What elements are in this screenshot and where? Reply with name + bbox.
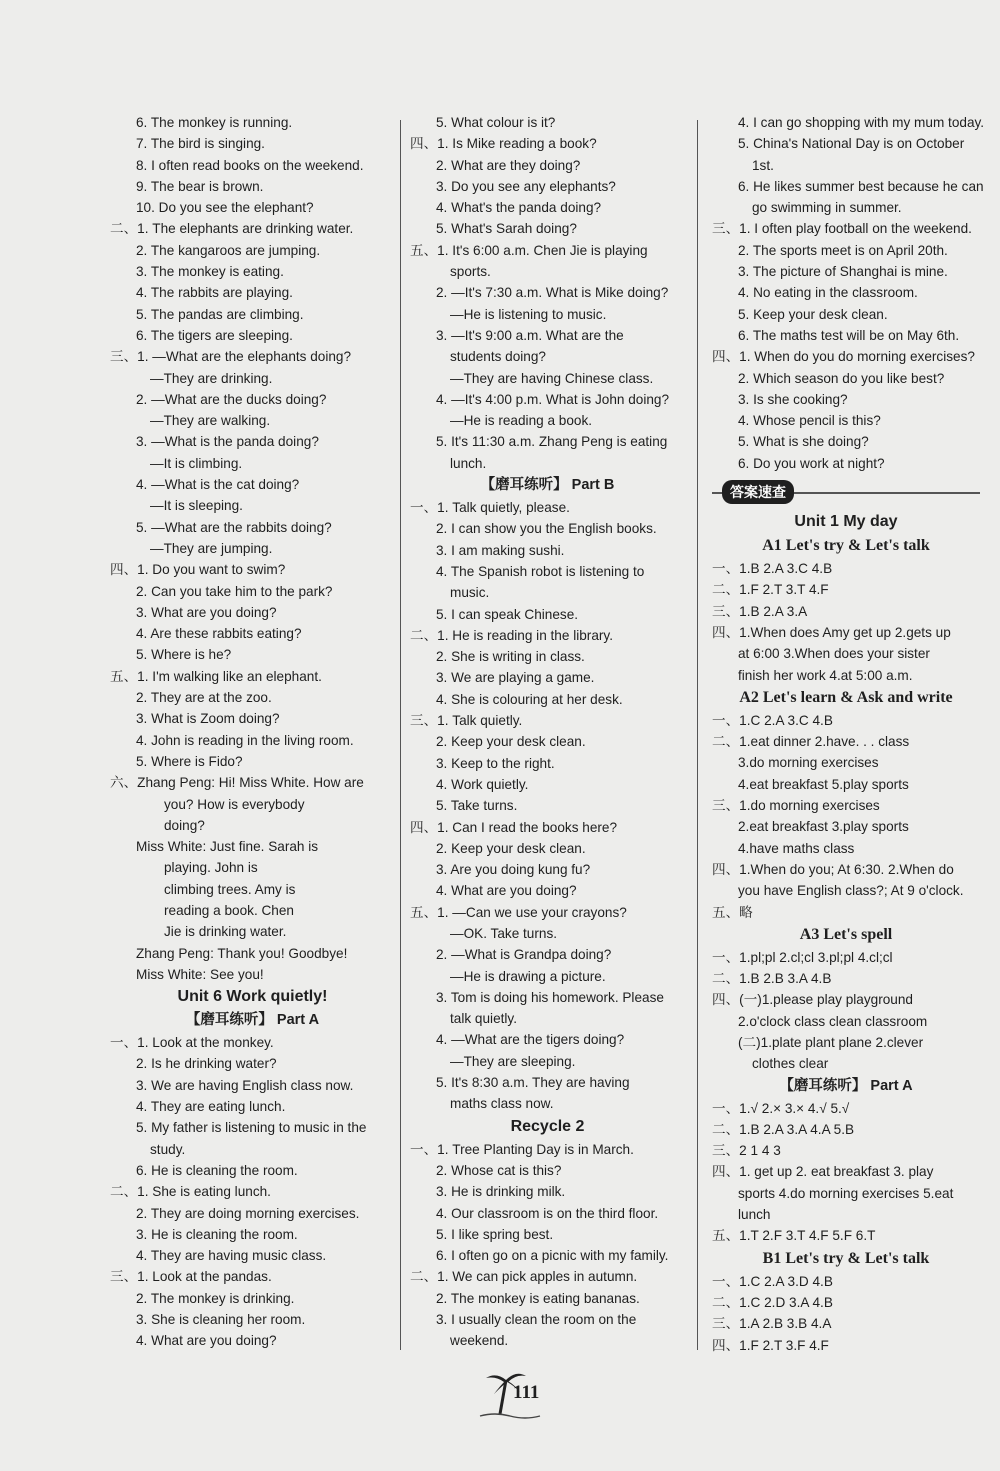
section-heading: A2 Let's learn & Ask and write	[739, 688, 953, 706]
answer-line: clothes clear	[752, 1056, 829, 1072]
answer-line: 4. Our classroom is on the third floor.	[436, 1205, 659, 1221]
answer-line: 2.eat breakfast 3.play sports	[738, 819, 909, 835]
answer-line: 3. He is cleaning the room.	[136, 1226, 298, 1242]
answer-line: 4. The Spanish robot is listening to	[436, 563, 645, 579]
answer-line: 2. The monkey is eating bananas.	[436, 1290, 640, 1306]
answer-line: 3. She is cleaning her room.	[136, 1312, 306, 1328]
answer-line: you have English class?; At 9 o'clock.	[738, 883, 964, 899]
answer-column-3	[712, 112, 985, 1356]
answer-line: 3. Tom is doing his homework. Please	[436, 989, 664, 1005]
answer-line: 3. I am making sushi.	[436, 542, 565, 558]
answer-column-3-top	[712, 112, 985, 474]
section-heading: A1 Let's try & Let's talk	[762, 537, 930, 555]
answer-line: 2. —What is Grandpa doing?	[436, 947, 612, 963]
answer-line: 4. I can go shopping with my mum today.	[738, 115, 985, 130]
answer-line: 6. The tigers are sleeping.	[136, 327, 293, 343]
section-heading: Unit 1 My day	[794, 513, 898, 531]
answer-line: —They are having Chinese class.	[450, 370, 654, 386]
column-divider	[697, 120, 698, 1350]
answer-line: —It is climbing.	[150, 455, 243, 471]
answer-line: 5. Take turns.	[436, 798, 518, 814]
answer-line: 二、1. We can pick apples in autumn.	[410, 1269, 638, 1285]
answer-line: 五、1. It's 6:00 a.m. Chen Jie is playing	[410, 242, 648, 258]
answer-line: 2. Is he drinking water?	[136, 1056, 277, 1072]
answer-line: 5. Keep your desk clean.	[738, 306, 888, 322]
answer-line: 5. It's 11:30 a.m. Zhang Peng is eating	[436, 434, 668, 450]
answer-line: 五、1.T 2.F 3.T 4.F 5.F 6.T	[712, 1228, 876, 1244]
answer-line: 2. They are at the zoo.	[136, 690, 272, 706]
answer-line: 三、1.do morning exercises	[712, 798, 880, 814]
answer-line: —OK. Take turns.	[450, 925, 558, 941]
answer-line: 4. She is colouring at her desk.	[436, 691, 623, 707]
answer-line: sports.	[450, 264, 491, 280]
answer-line: 6. The maths test will be on May 6th.	[738, 327, 960, 343]
answer-line: 4. What's the panda doing?	[436, 200, 602, 216]
answer-line: lunch	[738, 1207, 771, 1223]
answer-line: 四、(一)1.please play playground	[712, 992, 913, 1008]
answer-line: 五、略	[712, 904, 753, 920]
answer-line: Miss White: Just fine. Sarah is	[136, 839, 319, 855]
answer-line: Jie is drinking water.	[164, 924, 287, 940]
answer-line: 2.o'clock class clean classroom	[738, 1013, 928, 1029]
answer-line: —They are walking.	[150, 413, 271, 429]
answer-line: 3. Are you doing kung fu?	[436, 862, 591, 878]
answer-line: 3. Do you see any elephants?	[436, 178, 616, 194]
answer-line: 1st.	[752, 157, 774, 173]
answer-line: 5. The pandas are climbing.	[136, 306, 304, 322]
answer-line: 5. What's Sarah doing?	[436, 221, 577, 237]
answer-column-3-bottom	[712, 510, 980, 1356]
answer-line: study.	[150, 1141, 186, 1157]
answer-line: 一、1.√ 2.× 3.× 4.√ 5.√	[712, 1100, 850, 1116]
section-heading: A3 Let's spell	[799, 925, 893, 943]
answer-line: 5. I like spring best.	[436, 1226, 554, 1242]
answer-key-label: 答案速查	[722, 480, 794, 504]
answer-line: 6. He likes summer best because he can	[738, 178, 984, 194]
answer-line: at 6:00 3.When does your sister	[738, 646, 930, 662]
answer-line: 2. —What are the ducks doing?	[136, 391, 327, 407]
answer-line: maths class now.	[450, 1096, 554, 1112]
answer-line: 三、1. I often play football on the weekend.	[712, 221, 972, 237]
answer-line: 6. He is cleaning the room.	[136, 1162, 298, 1178]
answer-line: 2. What are they doing?	[436, 157, 581, 173]
answer-line: 3. He is drinking milk.	[436, 1184, 566, 1200]
answer-line: 5. Where is he?	[136, 647, 232, 663]
answer-line: 2. Keep your desk clean.	[436, 840, 586, 856]
answer-line: 二、1.B 2.A 3.A 4.A 5.B	[712, 1121, 855, 1137]
answer-line: 2. The kangaroos are jumping.	[136, 242, 321, 258]
answer-line: 3. Is she cooking?	[738, 391, 848, 407]
answer-line: doing?	[164, 817, 205, 833]
answer-line: climbing trees. Amy is	[164, 881, 296, 897]
answer-line: 4.eat breakfast 5.play sports	[738, 776, 909, 792]
answer-line: 7. The bird is singing.	[136, 136, 265, 152]
answer-line: 四、1. When do you do morning exercises?	[712, 349, 975, 365]
column-divider	[400, 120, 401, 1350]
answer-line: —They are drinking.	[150, 370, 273, 386]
answer-column-2	[410, 112, 685, 1352]
answer-line: 2. Keep your desk clean.	[436, 734, 586, 750]
answer-line: 二、1.F 2.T 3.T 4.F	[712, 582, 829, 598]
answer-line: 四、1. Do you want to swim?	[110, 562, 286, 578]
answer-line: 3. —It's 9:00 a.m. What are the	[436, 327, 624, 343]
answer-line: 2. The sports meet is on April 20th.	[738, 242, 948, 258]
answer-line: 4. Are these rabbits eating?	[136, 626, 302, 642]
answer-line: 4.have maths class	[738, 840, 855, 856]
answer-line: 一、1.C 2.A 3.C 4.B	[712, 712, 833, 728]
answer-line: 五、1. I'm walking like an elephant.	[110, 668, 322, 684]
answer-line: 二、1.eat dinner 2.have. . . class	[712, 734, 910, 750]
answer-line: 3. What is Zoom doing?	[136, 711, 280, 727]
answer-key-banner	[712, 478, 980, 508]
answer-line: 6. The monkey is running.	[136, 115, 293, 130]
answer-line: —He is drawing a picture.	[450, 968, 606, 984]
answer-line: 二、1.C 2.D 3.A 4.B	[712, 1294, 833, 1310]
section-heading: 【磨耳练听】 Part B	[480, 477, 615, 494]
section-heading: 【磨耳练听】 Part A	[185, 1012, 320, 1029]
answer-line: finish her work 4.at 5:00 a.m.	[738, 667, 913, 683]
answer-line: 四、1.When do you; At 6:30. 2.When do	[712, 861, 954, 877]
answer-line: 3. The picture of Shanghai is mine.	[738, 264, 948, 280]
answer-line: 8. I often read books on the weekend.	[136, 157, 364, 173]
section-heading: Unit 6 Work quietly!	[177, 988, 328, 1006]
answer-line: 3. The monkey is eating.	[136, 264, 284, 280]
answer-line: 6. I often go on a picnic with my family.	[436, 1248, 669, 1264]
answer-line: 2. They are doing morning exercises.	[136, 1205, 360, 1221]
answer-line: 4. No eating in the classroom.	[738, 285, 918, 301]
answer-line: 4. What are you doing?	[136, 1333, 277, 1349]
answer-line: 六、Zhang Peng: Hi! Miss White. How are	[110, 775, 364, 791]
answer-line: 2. Whose cat is this?	[436, 1162, 562, 1178]
answer-line: 一、1. Talk quietly, please.	[410, 500, 570, 516]
answer-line: —He is listening to music.	[450, 306, 607, 322]
answer-line: 二、1. The elephants are drinking water.	[110, 221, 354, 237]
answer-line: 4. John is reading in the living room.	[136, 732, 354, 748]
answer-line: 五、1. —Can we use your crayons?	[410, 904, 627, 920]
answer-line: (二)1.plate plant plane 2.clever	[738, 1034, 924, 1050]
answer-line: 一、1.C 2.A 3.D 4.B	[712, 1273, 833, 1289]
answer-line: 一、1.pl;pl 2.cl;cl 3.pl;pl 4.cl;cl	[712, 949, 893, 965]
answer-line: 2. —It's 7:30 a.m. What is Mike doing?	[436, 285, 669, 301]
answer-line: —They are jumping.	[150, 540, 273, 556]
answer-line: 4. —It's 4:00 p.m. What is John doing?	[436, 391, 670, 407]
answer-line: 二、1.B 2.B 3.A 4.B	[712, 971, 832, 987]
answer-line: —He is reading a book.	[450, 413, 593, 429]
page-number: 111	[513, 1382, 540, 1403]
answer-line: playing. John is	[164, 860, 258, 876]
answer-line: 一、1. Look at the monkey.	[110, 1035, 274, 1051]
answer-line: 3. I usually clean the room on the	[436, 1312, 637, 1328]
answer-line: 3. Keep to the right.	[436, 755, 555, 771]
answer-line: 5. My father is listening to music in the	[136, 1120, 367, 1136]
answer-line: 3. We are having English class now.	[136, 1077, 354, 1093]
answer-line: 二、1. She is eating lunch.	[110, 1184, 271, 1200]
answer-column-1	[110, 112, 395, 1352]
answer-line: 3. —What is the panda doing?	[136, 434, 319, 450]
answer-line: 四、1.When does Amy get up 2.gets up	[712, 624, 951, 640]
answer-line: 四、1. Is Mike reading a book?	[410, 136, 597, 152]
section-heading: 【磨耳练听】 Part A	[779, 1077, 913, 1094]
answer-line: 一、1.B 2.A 3.C 4.B	[712, 561, 833, 577]
answer-line: 2. Can you take him to the park?	[136, 583, 333, 599]
answer-line: talk quietly.	[450, 1011, 517, 1027]
section-heading: B1 Let's try & Let's talk	[762, 1249, 930, 1267]
answer-line: music.	[450, 585, 490, 601]
answer-line: reading a book. Chen	[164, 902, 294, 918]
answer-line: 5. China's National Day is on October	[738, 136, 965, 152]
answer-line: 三、1.B 2.A 3.A	[712, 603, 808, 619]
answer-line: 10. Do you see the elephant?	[136, 200, 314, 216]
answer-line: 2. The monkey is drinking.	[136, 1290, 295, 1306]
answer-line: 三、1. Talk quietly.	[410, 713, 523, 729]
answer-line: 9. The bear is brown.	[136, 178, 264, 194]
answer-line: 5. —What are the rabbits doing?	[136, 519, 332, 535]
answer-line: 四、1.F 2.T 3.F 4.F	[712, 1337, 829, 1353]
answer-line: 5. What is she doing?	[738, 434, 869, 450]
answer-line: 3. What are you doing?	[136, 604, 277, 620]
answer-line: 三、1.A 2.B 3.B 4.A	[712, 1316, 832, 1332]
answer-line: 4. They are eating lunch.	[136, 1099, 286, 1115]
answer-line: 一、1. Tree Planting Day is in March.	[410, 1141, 634, 1157]
answer-line: 二、1. He is reading in the library.	[410, 627, 613, 643]
answer-line: go swimming in summer.	[752, 200, 902, 216]
answer-line: weekend.	[450, 1333, 509, 1349]
answer-line: 4. —What are the tigers doing?	[436, 1032, 625, 1048]
answer-line: 5. Where is Fido?	[136, 753, 243, 769]
answer-line: 三、2 1 4 3	[712, 1143, 781, 1159]
answer-line: 4. Work quietly.	[436, 776, 529, 792]
answer-line: lunch.	[450, 455, 487, 471]
answer-line: 2. I can show you the English books.	[436, 521, 657, 537]
answer-line: 2. Which season do you like best?	[738, 370, 945, 386]
answer-line: 3. We are playing a game.	[436, 670, 595, 686]
answer-line: 5. I can speak Chinese.	[436, 606, 579, 622]
answer-line: 4. Whose pencil is this?	[738, 413, 881, 429]
answer-line: 3.do morning exercises	[738, 755, 879, 771]
answer-line: —It is sleeping.	[150, 498, 243, 514]
answer-line: 四、1. get up 2. eat breakfast 3. play	[712, 1164, 934, 1180]
answer-line: you? How is everybody	[164, 796, 305, 812]
section-heading: Recycle 2	[510, 1117, 585, 1135]
answer-line: 4. The rabbits are playing.	[136, 285, 293, 301]
answer-line: 四、1. Can I read the books here?	[410, 819, 618, 835]
answer-line: students doing?	[450, 349, 546, 365]
answer-line: 5. What colour is it?	[436, 115, 556, 130]
answer-line: sports 4.do morning exercises 5.eat	[738, 1185, 954, 1201]
answer-line: 5. It's 8:30 a.m. They are having	[436, 1075, 630, 1091]
answer-line: 4. —What is the cat doing?	[136, 477, 300, 493]
answer-line: 三、1. Look at the pandas.	[110, 1269, 272, 1285]
answer-line: 6. Do you work at night?	[738, 455, 885, 471]
answer-line: 三、1. —What are the elephants doing?	[110, 349, 352, 365]
answer-line: —They are sleeping.	[450, 1053, 576, 1069]
answer-line: 4. They are having music class.	[136, 1248, 327, 1264]
answer-line: Zhang Peng: Thank you! Goodbye!	[136, 945, 348, 961]
answer-line: 2. She is writing in class.	[436, 649, 585, 665]
answer-line: 4. What are you doing?	[436, 883, 577, 899]
answer-line: Miss White: See you!	[136, 966, 264, 982]
